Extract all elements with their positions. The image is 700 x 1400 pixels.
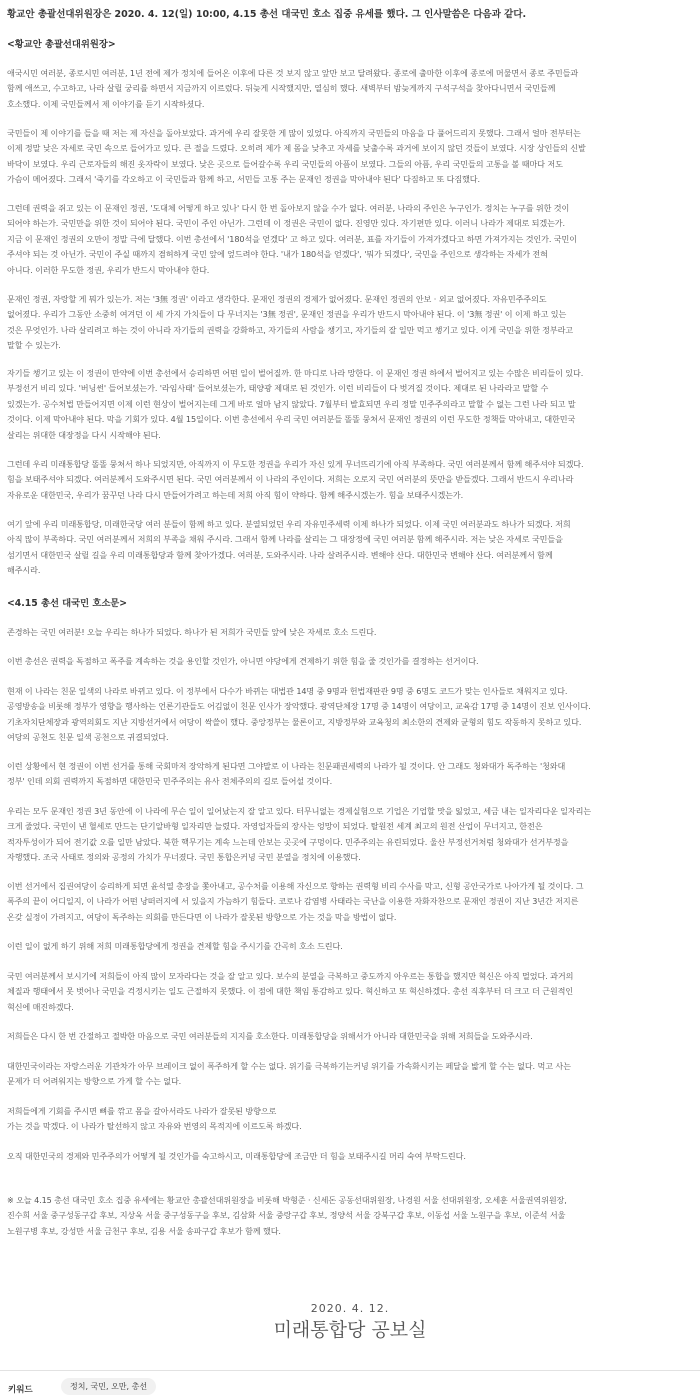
text-line: 저희들에게 기회를 주시면 뼈를 깎고 몸을 갈아서라도 나라가 잘못된 방향으로 <box>7 1106 277 1116</box>
text-line: 이제 정말 낮은 자세로 국민 속으로 들어가고 있다. 큰 절을 드렸다. 오히려 제가 제 몸을 낮추고 자세를 낮출수록 과거에 보이지 않던 것들이 보였다. 시장 상인들의 신발 <box>7 143 586 154</box>
keywords-label: 키워드 <box>8 1385 33 1395</box>
text-line: 가슴이 메어졌다. 그래서 '죽기를 각오하고 이 국민들과 함께 하고, 서민들 고통 주는 문재인 정권을 막아내야 된다' 다짐하고 또 다짐했다. <box>7 174 480 185</box>
release-date: 2020. 4. 12. <box>310 1302 390 1315</box>
text-line: 혁신에 매진하겠다. <box>7 1001 74 1012</box>
section2-heading: <4.15 총선 대국민 호소문> <box>7 598 128 609</box>
text-line: 여기 앞에 우리 미래통합당, 미래한국당 여러 분들이 함께 하고 있다. 분열되었던 우리 자유민주세력 이제 하나가 되었다. 이제 국민 여러분과도 하나가 되겠다. 저희 <box>7 519 571 529</box>
text-line: 주셔야 되는 것 아닌가. 국민이 주실 때까지 겸허하게 국민 앞에 엎드려야 한다. '내가 180석을 얻겠다', '뭐가 되겠다', 국민을 주인으로 생각하는 자세가 전혀 <box>7 249 548 260</box>
paragraph <box>7 1029 693 1044</box>
text-line: 문제가 더 어려워지는 방향으로 가게 할 수는 없다. <box>7 1076 182 1087</box>
text-line: 살리는 위대한 대장정을 다시 시작해야 된다. <box>7 429 161 440</box>
paragraph <box>7 66 693 112</box>
text-line: 문재인 정권, 자랑할 게 뭐가 있는가. 저는 '3無 정권' 이라고 생각한다. 문재인 정권의 경제가 없어졌다. 문재인 정권의 안보 · 외교 없어졌다. 자유민주주의도 <box>7 294 547 304</box>
text-line: 오직 대한민국의 경제와 민주주의가 어떻게 될 것인가를 숙고하시고, 미래통합당에 조금만 더 힘을 보태주시길 머리 숙여 부탁드린다. <box>7 1151 466 1161</box>
text-line: 바닥이 보였다. 우리 근로자들의 해진 옷자락이 보였다. 낮은 곳으로 들어갈수록 우리 국민들의 아픔이 보였다. 그들의 아픔, 우리 국민들의 고통을 볼 때마다 저도 <box>7 158 563 169</box>
text-line: 자유로운 대한민국, 우리가 꿈꾸던 나라 다시 만들어가려고 하는데 저희 아직 힘이 약하다. 함께 해주시겠는가. 힘을 보태주시겠는가. <box>7 489 464 500</box>
paragraph <box>7 654 693 669</box>
text-line: 체질과 행태에서 못 벗어나 국민을 걱정시키는 일도 근절하지 못했다. 이 점에 대한 책임 통감하고 있다. 혁신하고 또 혁신하겠다. 총선 직후부터 더 크고 더 근원적인 <box>7 986 574 997</box>
text-line: 온갖 실정이 가려지고, 여당이 독주하는 의회를 만든다면 이 나라가 잘못된 방향으로 가는 것을 막을 방법이 없다. <box>7 911 397 922</box>
text-line: 있겠는가. 공수처법 만들어지면 이제 이런 현상이 벌어지는데 그게 바로 얼마 남지 않았다. 7월부터 발효되면 우리 정말 민주주의라고 말할 수 없는 그런 나라 되고 말 <box>7 398 576 409</box>
text-line: 정부' 인데 의회 권력까지 독점하면 대한민국 민주주의는 유사 전체주의의 길로 들어설 것이다. <box>7 776 333 787</box>
text-line: 되어야 하는가. 국민만을 위한 것이 되어야 된다. 국민이 주인 아닌가. 그런데 이 정권은 국민이 없다. 진영만 있다. 자기편만 있다. 이러니 나라가 제대로 되겠는가. <box>7 218 565 229</box>
text-line: 그런데 권력을 쥐고 있는 이 문재인 정권, '도대체 어떻게 하고 있나' 다시 한 번 돌아보지 않을 수가 없다. 여러분, 나라의 주인은 누구인가. 정치는 누구를 위한 것이 <box>7 203 570 213</box>
text-line: 애국시민 여러분, 종로시민 여러분, 1년 전에 제가 정치에 들어온 이후에 다른 것 보지 않고 앞만 보고 달려왔다. 종로에 출마한 이후에 종로에 머물면서 종로 주민들과 <box>7 68 579 78</box>
text-line: 이런 일이 없게 하기 위해 저희 미래통합당에게 정권을 견제할 힘을 주시기를 간곡히 호소 드린다. <box>7 941 343 951</box>
paragraph <box>7 939 693 954</box>
text-line: 그런데 우리 미래통합당 똘똘 뭉쳐서 하나 되었지만, 아직까지 이 무도한 정권을 우리가 자신 있게 무너뜨리기에 아직 부족하다. 국민 여러분께서 함께 해주셔야 되겠다. <box>7 459 584 469</box>
text-line: 섬기면서 대한민국 살릴 길을 우리 미래통합당과 함께 찾아가겠다. 여러분, 도와주시라. 나라 살려주시라. 변해야 산다. 대한민국 변해야 산다. 여러분께서 함께 <box>7 549 553 560</box>
paragraph <box>7 684 693 746</box>
keyword-tag[interactable]: 정치, 국민, 오만, 총선 <box>61 1378 156 1395</box>
text-line: 공영방송을 비롯해 정부가 영향을 행사하는 언론기관들도 어김없이 친문 인사가 장악했다. 광역단체장 17명 중 14명이 여당이고, 교육감 17명 중 14명이 진보 인사이다. <box>7 701 591 712</box>
text-line: 현재 이 나라는 친문 일색의 나라로 바뀌고 있다. 이 정부에서 다수가 바뀌는 대법관 14명 중 9명과 헌법재판관 9명 중 6명도 코드가 맞는 인사들로 채워지고 있다. <box>7 686 568 696</box>
text-line: 호소했다. 이제 국민들께서 제 이야기를 듣기 시작하셨다. <box>7 98 205 109</box>
text-line: 해주시라. <box>7 565 41 576</box>
paragraph <box>7 201 693 278</box>
text-line: 말할 수 있는가. <box>7 340 61 351</box>
text-line: 아직 많이 부족하다. 국민 여러분께서 저희의 부족을 채워 주시라. 그래서 함께 나라를 살리는 그 대장정에 국민 여러분 함께 해주시라. 저는 낮은 자세로 국민들을 <box>7 534 563 545</box>
footer-divider <box>0 1370 700 1371</box>
text-line: 지금 이 문재인 정권의 오만이 정말 극에 달했다. 이번 총선에서 '180석을 얻겠다' 고 하고 있다. 여러분, 표를 자기들이 가져가겠다고 하면 가져가지는 것인가. 국민이 <box>7 233 577 244</box>
text-line: 부정선거 비리 있다. '버닝썬' 들어보셨는가. '라임사태' 들어보셨는가, 태양광 제대로 된 것인가. 이런 비리들이 다 벗겨질 것이다. 제대로 된 나라라고 말할 수 <box>7 383 549 394</box>
text-line: 진수희 서울 중구성동구갑 후보, 지상욱 서울 중구성동구을 후보, 김삼화 서울 중랑구갑 후보, 정양석 서울 강북구갑 후보, 이동섭 서울 노원구을 후보, 이준석 서울 <box>7 1210 566 1221</box>
paragraph <box>7 759 693 790</box>
text-line: ※ 오늘 4.15 총선 대국민 호소 집중 유세에는 황교안 총괄선대위원장을 비롯해 박형준 · 신세돈 공동선대위원장, 나경원 서울 선대위원장, 오세훈 서울권역위원장, <box>7 1195 567 1205</box>
text-line: 국민 여러분께서 보시기에 저희들이 아직 많이 모자라다는 것을 잘 알고 있다. 보수의 분열을 극복하고 중도까지 아우르는 통합을 했지만 혁신은 아직 멀었다. 과거의 <box>7 971 574 981</box>
paragraph <box>7 457 693 503</box>
text-line: 가는 것을 막겠다. 이 나라가 탈선하지 않고 자유와 번영의 목적지에 이르도록 하겠다. <box>7 1121 302 1132</box>
paragraph <box>7 1149 693 1164</box>
text-line: 적자투성이가 되어 전기값 오를 일만 남았다. 북한 핵무기는 계속 느는데 안보는 곳곳에 구멍이다. 민주주의는 유린되었다. 울산 부정선거처럼 청와대가 선거부정을 <box>7 836 569 847</box>
text-line: 것은 무엇인가. 나라 살리려고 하는 것이 아니라 자기들의 권력을 강화하고, 자기들의 사람을 챙기고, 자기들의 잘 일만 먹고 챙기고 있다. 이게 국민을 위한 정부라고 <box>7 324 574 335</box>
paragraph <box>7 879 693 925</box>
text-line: 자행했다. 조국 사태로 정의와 공정의 가치가 무너졌다. 국민 통합은커녕 국민 분열을 정치에 이용했다. <box>7 852 361 863</box>
text-line: 존경하는 국민 여러분! 오늘 우리는 하나가 되었다. 하나가 된 저희가 국민들 앞에 낮은 자세로 호소 드린다. <box>7 627 377 637</box>
text-line: 아니다. 이러한 무도한 정권, 우리가 반드시 막아내야 한다. <box>7 264 210 275</box>
text-line: 저희들은 다시 한 번 간절하고 절박한 마음으로 국민 여러분들의 지지를 호소한다. 미래통합당을 위해서가 아니라 대한민국을 위해 저희들을 도와주시라. <box>7 1031 533 1041</box>
section1-heading: <황교안 총괄선대위원장> <box>7 39 116 50</box>
text-line: 크게 줄었다. 국민이 낸 혈세로 만드는 단기알바형 일자리만 늘렸다. 자영업자들의 장사는 엉망이 되었다. 탈원전 세계 최고의 원전 산업이 무너지고, 한전은 <box>7 821 543 832</box>
paragraph <box>7 517 693 579</box>
text-line: 기초자치단체장과 광역의회도 지난 지방선거에서 여당이 싹쓸이 했다. 중앙정부는 물론이고, 지방정부와 교육청의 최소한의 견제와 균형의 힘도 작동하지 못하고 있다. <box>7 716 582 727</box>
paragraph <box>7 126 693 188</box>
text-line: 힘을 보태주셔야 되겠다. 여러분께서 도와주시면 된다. 국민 여러분께서 이 나라의 주인이다. 저희는 오로지 국민 여러분의 뜻만을 받들겠다. 그래서 반드시 우리나라 <box>7 474 574 485</box>
paragraph <box>7 969 693 1015</box>
text-line: 우리는 모두 문재인 정권 3년 동안에 이 나라에 무슨 일이 일어났는지 잘 알고 있다. 터무니없는 경제실험으로 기업은 기업할 맛을 잃었고, 세금 내는 일자리다운 일자리는 <box>7 806 592 816</box>
text-line: 이런 상황에서 현 정권이 이번 선거를 통해 국회마저 장악하게 된다면 그야말로 이 나라는 친문패권세력의 나라가 될 것이다. 안 그래도 청와대가 독주하는 '청와대 <box>7 761 566 771</box>
footnote <box>7 1193 693 1239</box>
text-line: 폭주의 끝이 어디일지, 이 나라가 어떤 낭떠러지에 서 있을지 가늠하기 힘들다. 코로나 감염병 사태라는 국난을 이용한 자화자찬으로 문재인 정권이 지난 3년간 저지른 <box>7 896 579 907</box>
text-line: 이번 총선은 권력을 독점하고 폭주를 계속하는 것을 용인할 것인가, 아니면 야당에게 견제하기 위한 힘을 줄 것인가를 결정하는 선거이다. <box>7 656 479 666</box>
text-line: 대한민국이라는 자랑스러운 기관차가 아무 브레이크 없이 폭주하게 할 수는 없다. 위기를 극복하기는커녕 위기를 가속화시키는 페달을 밟게 할 수는 없다. 먹고 사는 <box>7 1061 571 1071</box>
text-line: 함께 애쓰고, 수고하고, 나라 살릴 궁리를 하면서 지금까지 이르렀다. 뒤늦게 시작했지만, 열심히 했다. 새벽부터 밤늦게까지 구석구석을 찾아다니면서 국민들께 <box>7 83 556 94</box>
paragraph <box>7 1104 693 1135</box>
text-line: 이번 선거에서 집권여당이 승리하게 되면 윤석열 총장을 쫓아내고, 공수처를 이용해 자신으로 향하는 권력형 비리 수사를 막고, 신형 공안국가로 나아가게 될 것이다. 그 <box>7 881 584 891</box>
issuing-office: 미래통합당 공보실 <box>273 1319 427 1341</box>
text-line: 노원구병 후보, 강성만 서울 금천구 후보, 김용 서울 송파구갑 후보가 함께 했다. <box>7 1225 281 1236</box>
text-line: 국민들이 제 이야기를 들을 때 저는 제 자신을 돌아보았다. 과거에 우리 잘못한 게 많이 있었다. 아직까지 국민들의 마음을 다 풀어드리지 못했다. 그래서 얼마 전부터는 <box>7 128 581 138</box>
text-line: 것이다. 이제 막아내야 된다. 막을 기회가 있다. 4월 15일이다. 이번 총선에서 우리 국민 여러분들 똘똘 뭉쳐서 문재인 정권의 이런 무도한 정책들 막아내고, 대한민국 <box>7 414 576 425</box>
paragraph <box>7 1059 693 1090</box>
paragraph <box>7 292 693 354</box>
paragraph <box>7 366 693 443</box>
lead-sentence: 황교안 총괄선대위원장은 2020. 4. 12(일) 10:00, 4.15 총선 대국민 호소 집중 유세를 했다. 그 인사말씀은 다음과 같다. <box>7 9 527 20</box>
text-line: 자기들 챙기고 있는 이 정권이 만약에 이번 총선에서 승리하면 어떤 일이 벌어질까. 한 마디로 나라 망한다. 이 문재인 정권 하에서 벌어지고 있는 수많은 비리들이 있다. <box>7 368 584 378</box>
paragraph <box>7 625 693 640</box>
text-line: 여당의 공천도 친문 일색 공천으로 귀결되었다. <box>7 732 169 743</box>
paragraph <box>7 804 693 866</box>
text-line: 없어졌다. 우리가 그동안 소중히 여겨던 이 세 가지 가치들이 다 무너지는 '3無 정권', 문재인 정권을 우리가 반드시 막아내야 된다. 이 '3無 정권' 이 이제 하고 있는 <box>7 309 567 320</box>
